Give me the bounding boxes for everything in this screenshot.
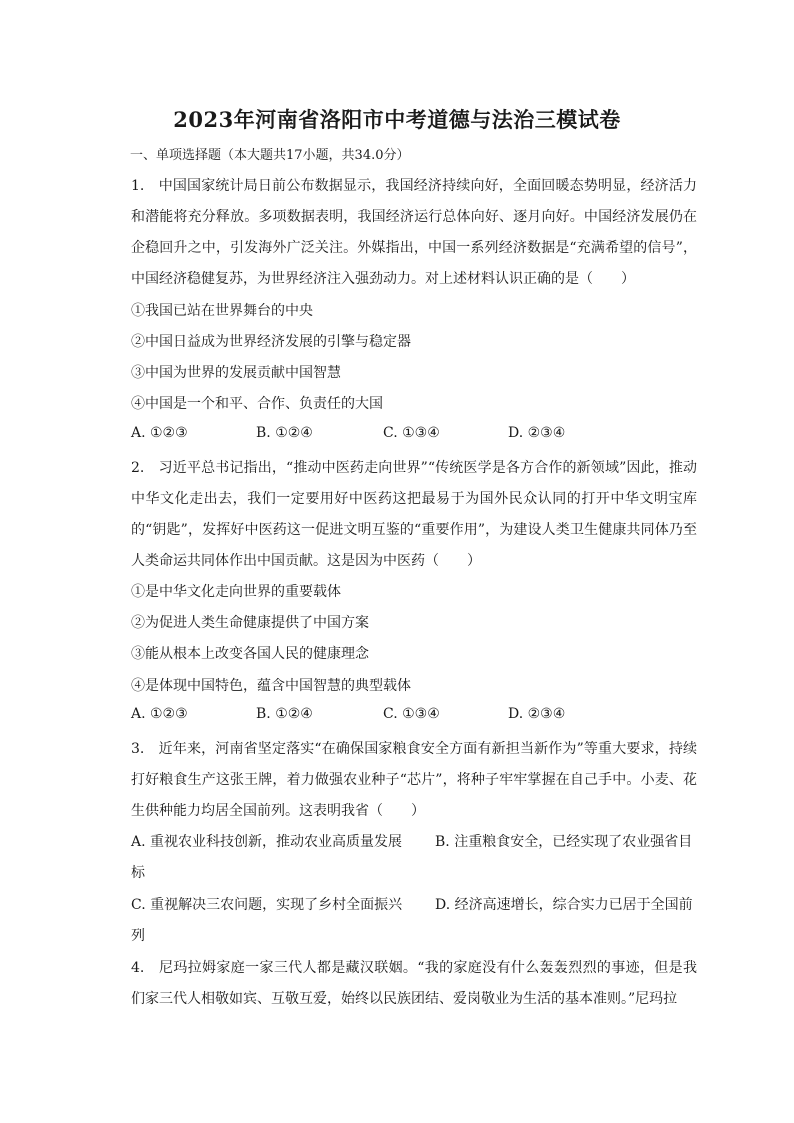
q3-option-d-wrap: 列 (131, 928, 145, 944)
question-4-stem: 4. 尼玛拉姆家庭一家三代人都是藏汉联姻。“我的家庭没有什么轰轰烈烈的事迹，但是我们家三代人相敬如宾、互敬互爱，始终以民族团结、爱岗敬业为生活的基本准则。”尼玛拉 (131, 960, 697, 1007)
q1-option-d: D. ②③④ (508, 425, 566, 441)
q2-statement-2: ②为促进人类生命健康提供了中国方案 (131, 615, 369, 631)
question-1-stem: 1. 中国国家统计局日前公布数据显示，我国经济持续向好，全面回暖态势明显，经济活力和潜能将充分释放。多项数据表明，我国经济运行总体向好、逐月向好。中国经济发展仍在企稳回升之中，引发海外广泛关注。外媒指出，中国一系列经济数据是“充满希望的信号”，中国经济稳健复苏，为世界经济注入强劲动力。对上述材料认识正确的是（ ） (131, 178, 697, 287)
q1-option-c: C. ①③④ (383, 425, 440, 441)
q2-statement-1: ①是中华文化走向世界的重要载体 (131, 584, 341, 600)
q3-option-b-wrap: 标 (131, 865, 145, 881)
question-3-stem: 3. 近年来，河南省坚定落实“在确保国家粮食安全方面有新担当新作为”等重大要求，持续打好粮食生产这张王牌，着力做强农业种子“芯片”，将种子牢牢掌握在自己手中。小麦、花生供种能力均居全国前列。这表明我省（ ） (131, 741, 697, 819)
q3-option-c: C. 重视解决三农问题，实现了乡村全面振兴 (131, 897, 403, 913)
q2-option-a: A. ①②③ (131, 706, 188, 722)
q3-option-d: D. 经济高速增长，综合实力已居于全国前 (435, 897, 693, 913)
page-title: 2023年河南省洛阳市中考道德与法治三模试卷 (173, 107, 621, 132)
q1-statement-3: ③中国为世界的发展贡献中国智慧 (131, 365, 341, 381)
q3-option-a: A. 重视农业科技创新，推动农业高质量发展 (131, 834, 403, 850)
q1-option-b: B. ①②④ (256, 425, 313, 441)
q2-option-b: B. ①②④ (256, 706, 313, 722)
q1-statement-4: ④中国是一个和平、合作、负责任的大国 (131, 396, 383, 412)
q2-statement-3: ③能从根本上改变各国人民的健康理念 (131, 646, 369, 662)
q2-statement-4: ④是体现中国特色，蕴含中国智慧的典型载体 (131, 678, 411, 694)
q3-option-b: B. 注重粮食安全，已经实现了农业强省目 (435, 834, 693, 850)
q1-statement-2: ②中国日益成为世界经济发展的引擎与稳定器 (131, 334, 411, 350)
q1-option-a: A. ①②③ (131, 425, 188, 441)
q2-option-c: C. ①③④ (383, 706, 440, 722)
question-2-stem: 2. 习近平总书记指出，“推动中医药走向世界”“传统医学是各方合作的新领域”因此，推动中华文化走出去，我们一定要用好中医药这把最易于为国外民众认同的打开中华文明宝库的“钥匙”，发挥好中医药这一促进文明互鉴的“重要作用”，为建设人类卫生健康共同体乃至人类命运共同体作出中国贡献。这是因为中医药（ ） (131, 460, 697, 569)
q2-option-d: D. ②③④ (508, 706, 566, 722)
q1-statement-1: ①我国已站在世界舞台的中央 (131, 303, 313, 319)
section-heading: 一、单项选择题（本大题共17小题，共34.0分） (130, 148, 410, 163)
